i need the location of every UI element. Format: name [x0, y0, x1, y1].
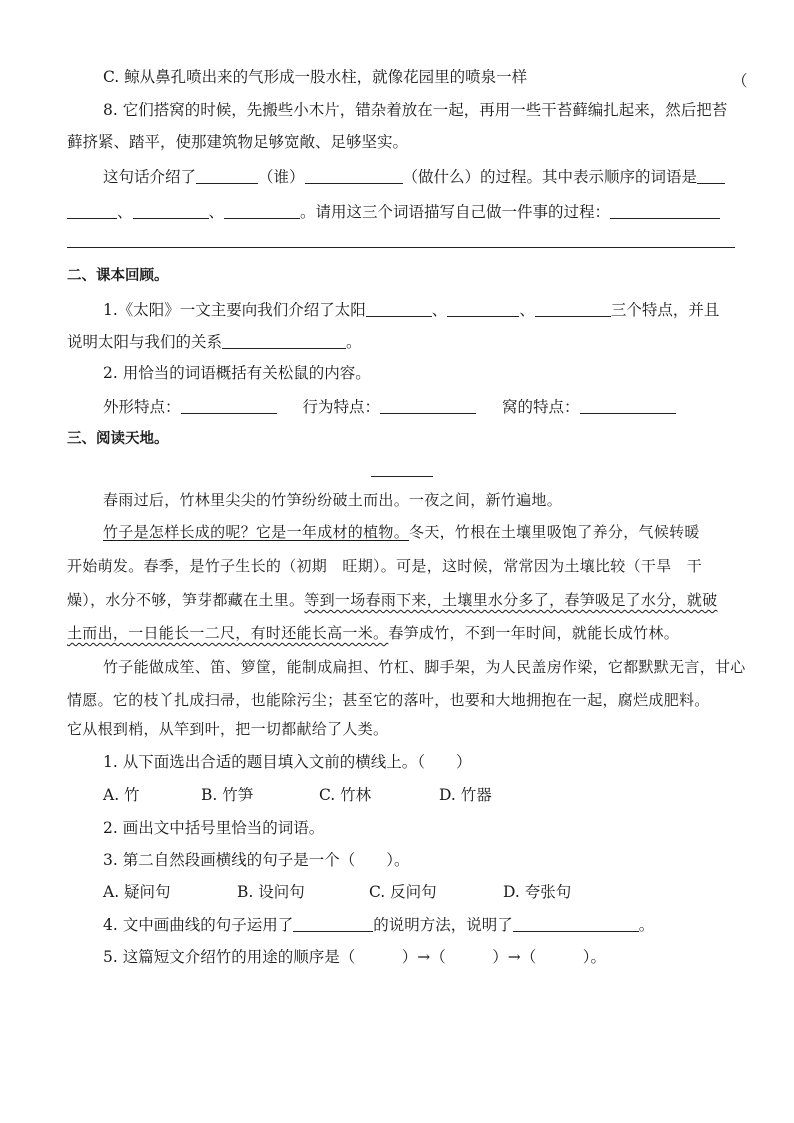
- q8-blank-describe-a[interactable]: [610, 202, 720, 219]
- reading-q2: 2. 画出文中括号里恰当的词语。: [103, 819, 325, 837]
- reading-q4-blank-method[interactable]: [293, 915, 373, 932]
- passage-para2-line4: [67, 622, 679, 644]
- s2-field-appearance-blank[interactable]: [181, 397, 277, 414]
- reading-q3-option-a[interactable]: A. 疑问句: [103, 883, 171, 901]
- passage-para2-line1: [103, 521, 700, 543]
- passage-underlined-sentence: 竹子是怎样长成的呢？它是一年成材的植物。: [103, 523, 410, 541]
- s2-q1-text-b: 三个特点，并且: [610, 301, 720, 319]
- reading-q1-option-a[interactable]: A. 竹: [103, 786, 140, 804]
- reading-q1-option-b[interactable]: B. 竹笋: [201, 786, 254, 804]
- reading-q4: [103, 914, 654, 936]
- passage-para3-line2: 情愿。它的枝丫扎成扫帚，也能除污尘；甚至它的落叶，也要和大地拥抱在一起，腐烂成肥料。: [67, 691, 710, 709]
- section3-title: 三、阅读天地。: [67, 431, 169, 447]
- passage-wavy-sentence-a: 等到一场春雨下来，土壤里水分多了，春笋吸足了水分，就破: [304, 591, 718, 609]
- s2-q1-blank-1[interactable]: [366, 300, 432, 317]
- q7-option-c-mark: （: [732, 72, 748, 90]
- q8-blank-order-word-2[interactable]: [133, 202, 209, 219]
- s2-q1-line2: [67, 331, 362, 353]
- section2-title: 二、课本回顾。: [67, 268, 169, 284]
- s2-q1-blank-relation[interactable]: [222, 332, 346, 349]
- s2-q1-sep1: 、: [431, 301, 448, 319]
- reading-q1-options: [103, 784, 492, 806]
- reading-q3-option-d[interactable]: D. 夸张句: [503, 883, 572, 901]
- s2-q1-blank-3[interactable]: [535, 300, 611, 317]
- q8-blank-order-word-1b[interactable]: [67, 202, 117, 219]
- q8-answer-line[interactable]: [67, 247, 735, 248]
- q8-text-p2: （谁）: [258, 168, 305, 186]
- s2-q2-fields: [103, 396, 676, 418]
- q8-sep2: 、: [208, 203, 225, 221]
- q8-stem-line2: 藓挤紧、踏平，使那建筑物足够宽敞、足够坚实。: [67, 133, 409, 151]
- q8-fill-line1: [103, 166, 725, 188]
- passage-para2-line1-rest: 冬天，竹根在土壤里吸饱了养分，气候转暖: [409, 523, 700, 541]
- s2-q1-line1: [103, 299, 719, 321]
- q8-text-p3: （做什么）的过程。其中表示顺序的词语是: [402, 168, 698, 186]
- q8-blank-who[interactable]: [196, 167, 258, 184]
- q8-stem-line1: 8. 它们搭窝的时候，先搬些小木片，错杂着放在一起，再用一些干苔藓编扎起来，然后把苔: [103, 101, 728, 119]
- s2-field-behavior-label: 行为特点：: [302, 398, 381, 416]
- passage-para2-line2: 开始萌发。春季，是竹子生长的（初期 旺期）。可是，这时候，常常因为土壤比较（干旱 干: [67, 557, 703, 575]
- passage-para1: 春雨过后，竹林里尖尖的竹笋纷纷破土而出。一夜之间，新竹遍地。: [103, 491, 563, 509]
- reading-q4-blank-explain[interactable]: [513, 915, 639, 932]
- s2-q1-end: 。: [346, 333, 362, 351]
- q8-blank-what[interactable]: [305, 167, 403, 184]
- s2-field-behavior-blank[interactable]: [380, 397, 476, 414]
- q8-text-p4: 。请用这三个词语描写自己做一件事的过程：: [300, 203, 611, 221]
- s2-q1-sep2: 、: [519, 301, 535, 319]
- s2-q1-text-a: 1.《太阳》一文主要向我们介绍了太阳: [103, 301, 366, 319]
- q7-option-c-text: C. 鲸从鼻孔喷出来的气形成一股水柱，就像花园里的喷泉一样: [103, 68, 528, 86]
- q8-sep1: 、: [117, 203, 133, 221]
- q8-text-p1: 这句话介绍了: [103, 168, 197, 186]
- q7-option-c: [103, 66, 527, 88]
- q8-blank-order-word-1a[interactable]: [697, 167, 725, 184]
- reading-q1-option-c[interactable]: C. 竹林: [319, 786, 372, 804]
- passage-title-blank[interactable]: [371, 476, 433, 477]
- passage-para2-line4-rest: 春笋成竹，不到一年时间，就能长成竹林。: [388, 624, 680, 642]
- s2-field-nest-blank[interactable]: [580, 397, 676, 414]
- reading-q3-option-b[interactable]: B. 设问句: [237, 883, 305, 901]
- s2-q1-blank-2[interactable]: [447, 300, 519, 317]
- passage-para2-line3: [67, 589, 717, 611]
- reading-q4-text-b: 的说明方法，说明了: [373, 916, 513, 934]
- reading-q5: 5. 这篇短文介绍竹的用途的顺序是（ ）→（ ）→（ ）。: [103, 948, 606, 966]
- passage-para3-line1: 竹子能做成笙、笛、箩筐，能制成扁担、竹杠、脚手架，为人民盖房作梁，它都默默无言，甘心: [103, 658, 746, 676]
- s2-q1-text-c: 说明太阳与我们的关系: [67, 333, 223, 351]
- reading-q3: 3. 第二自然段画横线的句子是一个（ ）。: [103, 851, 410, 869]
- s2-q2: 2. 用恰当的词语概括有关松鼠的内容。: [103, 364, 371, 382]
- reading-q1-option-d[interactable]: D. 竹器: [439, 786, 492, 804]
- reading-q3-option-c[interactable]: C. 反问句: [369, 883, 437, 901]
- q8-blank-order-word-3[interactable]: [224, 202, 300, 219]
- reading-q4-text-c: 。: [638, 916, 655, 934]
- reading-q1: 1. 从下面选出合适的题目填入文前的横线上。（ ）: [103, 753, 472, 771]
- s2-field-appearance-label: 外形特点：: [103, 398, 181, 416]
- passage-para3-line3: 它从根到梢，从竿到叶，把一切都献给了人类。: [67, 720, 389, 738]
- passage-para2-line3-a: 燥），水分不够，笋芽都藏在土里。: [67, 591, 305, 609]
- reading-q4-text-a: 4. 文中画曲线的句子运用了: [103, 916, 294, 934]
- s2-field-nest-label: 窝的特点：: [502, 398, 580, 416]
- q8-fill-line2: [67, 201, 720, 223]
- reading-q3-options: [103, 881, 571, 903]
- passage-wavy-sentence-b: 土而出，一日能长一二尺，有时还能长高一米。: [67, 624, 389, 642]
